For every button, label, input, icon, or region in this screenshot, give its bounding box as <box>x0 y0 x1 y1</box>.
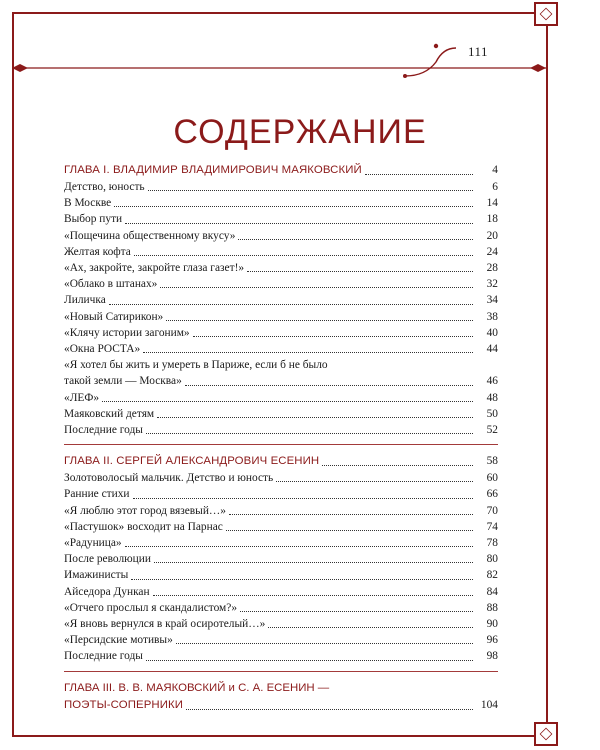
toc-entry[interactable] <box>64 616 498 632</box>
toc-entry[interactable] <box>64 470 498 486</box>
toc-entry-label: «Облако в штанах» <box>64 278 158 291</box>
dot-leader <box>125 545 473 547</box>
toc-entry-label: В Москве <box>64 197 112 210</box>
dot-leader <box>133 497 473 499</box>
toc-entry[interactable] <box>64 195 498 211</box>
toc-entry[interactable] <box>64 325 498 341</box>
dot-leader <box>365 173 473 175</box>
toc-entry-label: «Я вновь вернулся в край осиротелый…» <box>64 618 266 631</box>
toc-entry[interactable] <box>64 309 498 325</box>
dot-leader <box>102 400 473 402</box>
toc-entry-page: 70 <box>486 504 498 517</box>
toc-entry-label: Последние годы <box>64 424 143 437</box>
toc-entry-page: 28 <box>486 262 498 275</box>
toc-entry[interactable] <box>64 648 498 664</box>
page-number: 111 <box>468 44 489 59</box>
toc-entry[interactable] <box>64 503 498 519</box>
chapter-heading-label: ПОЭТЫ-СОПЕРНИКИ <box>64 698 184 711</box>
toc-entry[interactable] <box>64 567 498 583</box>
dot-leader <box>131 578 473 580</box>
toc-entry[interactable] <box>64 341 498 357</box>
toc-entry[interactable] <box>64 228 498 244</box>
toc-entry-page: 32 <box>486 278 498 291</box>
dot-leader <box>153 594 473 596</box>
toc-entry[interactable] <box>64 486 498 502</box>
toc-entry-label: Детство, юность <box>64 181 145 193</box>
dot-leader <box>143 351 473 353</box>
toc-entry[interactable] <box>64 519 498 535</box>
toc-entry-page: 46 <box>486 375 498 388</box>
toc-entry-page: 74 <box>486 520 498 533</box>
toc-entry-page: 98 <box>486 650 498 663</box>
chapter-heading-label: ГЛАВА II. СЕРГЕЙ АЛЕКСАНДРОВИЧ ЕСЕНИН <box>64 455 320 468</box>
flourish-ornament-icon <box>0 42 600 82</box>
dot-leader <box>185 384 473 386</box>
chapter-heading[interactable] <box>64 680 498 714</box>
dot-leader <box>229 513 473 515</box>
toc-entry-page: 18 <box>486 213 498 226</box>
toc-entry-label: «Я люблю этот город вязевый…» <box>64 504 226 517</box>
toc-entry-label: такой земли — Москва» <box>64 375 182 388</box>
toc-entry-label: Маяковский детям <box>64 407 155 420</box>
ornament-corner-icon <box>534 2 558 26</box>
toc-entry-page: 60 <box>486 472 498 485</box>
toc-entry-multiline[interactable] <box>64 357 498 389</box>
toc-entry-page: 14 <box>486 197 498 210</box>
toc-entry-page: 84 <box>486 585 498 598</box>
toc-entry-label: «Отчего прослыл я скандалистом?» <box>64 601 238 614</box>
toc-entry[interactable] <box>64 406 498 422</box>
dot-leader <box>125 222 473 224</box>
chapter-heading[interactable] <box>64 453 498 470</box>
toc-entry-page: 80 <box>486 553 498 566</box>
toc-entry-label: «Радуница» <box>64 537 122 550</box>
toc-entry-label: Имажинисты <box>64 569 129 582</box>
frame-top-line <box>12 12 548 14</box>
toc-entry[interactable] <box>64 244 498 260</box>
chapter-heading[interactable] <box>64 162 498 179</box>
dot-leader <box>166 319 473 321</box>
dot-leader <box>134 254 473 256</box>
dot-leader <box>114 205 473 207</box>
toc-entry-label: Золотоволосый мальчик. Детство и юность <box>64 472 274 485</box>
page-title: СОДЕРЖАНИЕ <box>173 112 427 151</box>
toc-entry-page: 24 <box>486 245 498 258</box>
toc-entry-page: 50 <box>486 407 498 420</box>
toc-entry[interactable] <box>64 276 498 292</box>
toc-entry-page: 78 <box>486 537 498 550</box>
dot-leader <box>146 659 473 661</box>
toc-entry[interactable] <box>64 260 498 276</box>
chapter-heading-label: ГЛАВА I. ВЛАДИМИР ВЛАДИМИРОВИЧ МАЯКОВСКИЙ <box>64 164 362 176</box>
toc-entry-label: Айседора Дункан <box>64 585 150 598</box>
chapter-1 <box>64 162 498 438</box>
toc-entry[interactable] <box>64 422 498 438</box>
toc-entry[interactable] <box>64 632 498 648</box>
chapter-3 <box>64 671 498 714</box>
toc-entry-label: Последние годы <box>64 650 143 663</box>
toc-entry-label: «Окна РОСТА» <box>64 343 141 356</box>
ornament-corner-icon <box>534 722 558 746</box>
toc-entry-label: «Персидские мотивы» <box>64 634 173 647</box>
chapter-heading-line1: ГЛАВА III. В. В. МАЯКОВСКИЙ и С. А. ЕСЕНИН — <box>64 681 330 694</box>
toc-entry[interactable] <box>64 211 498 227</box>
dot-leader <box>148 189 473 191</box>
toc-entry-label: «Ах, закройте, закройте глаза газет!» <box>64 262 245 275</box>
dot-leader <box>240 610 473 612</box>
chapter-heading-page: 4 <box>492 164 498 176</box>
dot-leader <box>154 561 473 563</box>
toc-entry-page: 6 <box>492 181 498 193</box>
toc-entry[interactable] <box>64 292 498 308</box>
toc-entry-label: Выбор пути <box>64 213 123 226</box>
toc-entry-page: 44 <box>486 343 498 356</box>
dot-leader <box>109 303 473 305</box>
dot-leader <box>157 416 473 418</box>
dot-leader <box>186 708 473 710</box>
toc-entry-page: 88 <box>486 601 498 614</box>
toc-entry[interactable] <box>64 600 498 616</box>
dot-leader <box>247 270 473 272</box>
dot-leader <box>322 464 473 466</box>
toc-entry-page: 20 <box>486 229 498 242</box>
toc-entry-label: «Пастушок» восходит на Парнас <box>64 520 223 533</box>
toc-entry-label: «Клячу истории загоним» <box>64 326 190 339</box>
toc-entry-page: 40 <box>486 326 498 339</box>
chapter-heading-page: 104 <box>480 698 498 711</box>
toc-entry-page: 66 <box>486 488 498 501</box>
dot-leader <box>193 335 473 337</box>
dot-leader <box>238 238 473 240</box>
toc-entry[interactable] <box>64 551 498 567</box>
toc-entry-label: «Новый Сатирикон» <box>64 310 164 323</box>
toc-entry-label: «Пощечина общественному вкусу» <box>64 229 236 242</box>
dot-leader <box>276 480 473 482</box>
frame-bottom-line <box>12 735 548 737</box>
toc-entry[interactable] <box>64 535 498 551</box>
toc-entry-page: 34 <box>486 294 498 307</box>
dot-leader <box>176 642 473 644</box>
toc-entry[interactable] <box>64 390 498 406</box>
dot-leader <box>160 286 473 288</box>
dot-leader <box>268 626 473 628</box>
toc-entry-page: 52 <box>486 424 498 437</box>
toc-entry-page: 48 <box>486 391 498 404</box>
toc-entry-label: «ЛЕФ» <box>64 391 100 404</box>
toc-entry-label-line1: «Я хотел бы жить и умереть в Париже, если б не было <box>64 359 328 372</box>
chapter-heading-page: 58 <box>486 455 498 468</box>
dot-leader <box>226 529 473 531</box>
dot-leader <box>146 432 473 434</box>
toc-entry-page: 96 <box>486 634 498 647</box>
toc-entry-label: Лиличка <box>64 294 106 307</box>
toc-entry-page: 90 <box>486 618 498 631</box>
toc-entry-label: После революции <box>64 553 151 566</box>
toc-entry[interactable] <box>64 179 498 195</box>
toc-entry[interactable] <box>64 584 498 600</box>
toc-entry-page: 38 <box>486 310 498 323</box>
toc-entry-label: Желтая кофта <box>64 245 131 258</box>
chapter-2 <box>64 444 498 664</box>
toc-entry-label: Ранние стихи <box>64 488 130 501</box>
toc-entry-page: 82 <box>486 569 498 582</box>
table-of-contents <box>64 162 498 714</box>
